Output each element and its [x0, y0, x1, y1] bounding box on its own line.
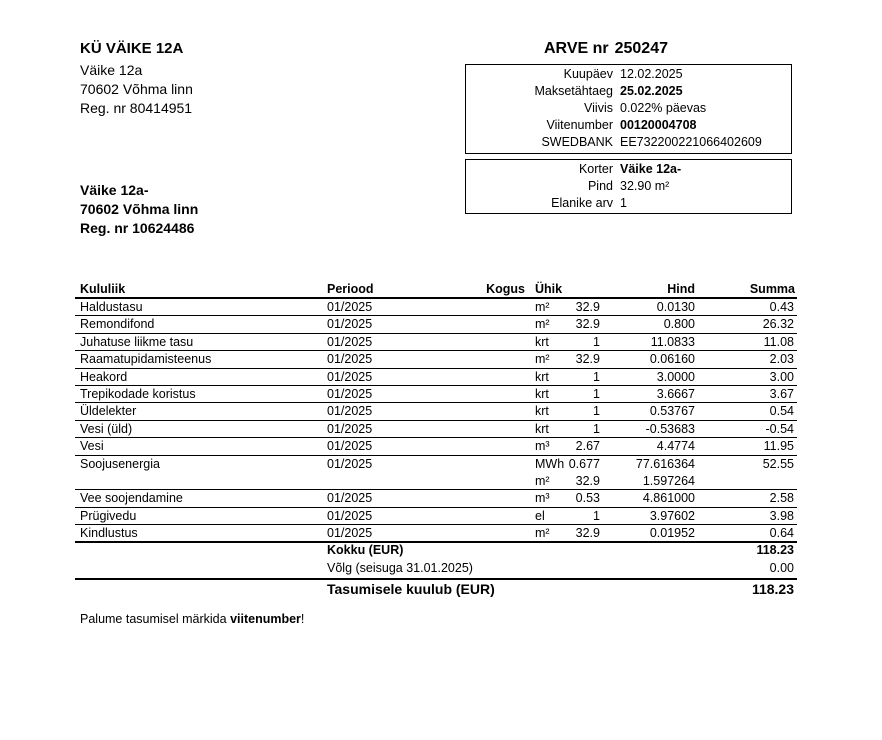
cell-name: Üldelekter: [80, 404, 137, 419]
cell-name: Kindlustus: [80, 526, 138, 541]
apartment-label: Pind: [587, 179, 613, 193]
cell-price: 4.861000: [642, 491, 695, 506]
table-row: [75, 456, 797, 473]
apartment-value: Väike 12a-: [620, 162, 682, 176]
apartment-row: [466, 178, 791, 195]
cell-qty: 32.9: [575, 317, 600, 332]
footer-note: [80, 612, 304, 626]
total-rule: [75, 541, 797, 543]
apartment-value: 1: [620, 196, 627, 210]
cell-unit: m²: [535, 352, 550, 367]
details-label: Viivis: [584, 101, 613, 115]
cell-sum: -0.54: [765, 421, 794, 436]
details-label: Viitenumber: [546, 118, 613, 132]
table-row: [75, 473, 797, 490]
footer-text-after: !: [300, 612, 305, 626]
cell-unit: MWh: [535, 456, 565, 471]
apartment-label: Elanike arv: [551, 196, 613, 210]
cell-qty: 1: [593, 369, 600, 384]
cell-unit: m²: [535, 474, 550, 488]
table-row: [75, 508, 797, 525]
cell-qty: 1: [593, 334, 600, 349]
cell-sum: 11.08: [763, 334, 794, 349]
cell-price: -0.53683: [645, 421, 695, 436]
cell-sum: 3.98: [769, 508, 794, 523]
header-unit: Ühik: [535, 282, 563, 296]
cell-sum: 2.58: [769, 491, 794, 506]
invoice-title: [544, 40, 674, 58]
payable-label: Tasumisele kuulub (EUR): [327, 581, 495, 597]
table-row: [75, 334, 797, 351]
cell-period: 01/2025: [327, 508, 373, 523]
cell-qty: 0.677: [568, 456, 600, 471]
invoice-label: ARVE nr: [544, 40, 609, 57]
cell-period: 01/2025: [327, 334, 373, 349]
cell-unit: m²: [535, 526, 550, 541]
cell-price: 0.800: [663, 317, 695, 332]
cell-qty: 1: [593, 508, 600, 523]
cell-unit: m²: [535, 300, 550, 314]
cell-sum: 26.32: [762, 317, 794, 332]
table-row: [75, 421, 797, 438]
cell-unit: krt: [535, 369, 549, 384]
cell-period: 01/2025: [327, 387, 373, 401]
cell-price: 4.4774: [656, 439, 695, 454]
header-period: Periood: [327, 282, 374, 296]
header-name: Kululiik: [80, 282, 126, 296]
apartment-row: [466, 195, 791, 212]
cell-period: 01/2025: [327, 317, 373, 332]
cell-name: Trepikodade koristus: [80, 387, 196, 401]
apartment-box: [465, 159, 792, 214]
cell-price: 0.01952: [649, 526, 695, 541]
cell-qty: 0.53: [575, 491, 600, 506]
cell-name: Vesi: [80, 439, 104, 454]
cell-unit: krt: [535, 334, 549, 349]
cell-unit: krt: [535, 421, 549, 436]
cell-qty: 32.9: [575, 474, 600, 488]
details-label: Kuupäev: [563, 67, 613, 81]
cell-period: 01/2025: [327, 300, 373, 314]
details-row: [466, 83, 791, 100]
debt-value: 0.00: [769, 561, 794, 575]
cell-period: 01/2025: [327, 369, 373, 384]
cell-sum: 2.03: [769, 352, 794, 367]
details-value: 25.02.2025: [620, 84, 683, 98]
header-price: Hind: [667, 282, 695, 296]
cell-name: Juhatuse liikme tasu: [80, 334, 194, 349]
details-label: Maksetähtaeg: [534, 84, 613, 98]
details-value: 00120004708: [620, 118, 697, 132]
apartment-row: [466, 161, 791, 178]
cell-price: 3.6667: [656, 387, 695, 401]
cell-name: Prügivedu: [80, 508, 137, 523]
cell-qty: 2.67: [575, 439, 600, 454]
cell-price: 77.616364: [635, 456, 695, 471]
sender-reg: Reg. nr 80414951: [80, 100, 193, 116]
cell-unit: m³: [535, 491, 550, 506]
cell-name: Vee soojendamine: [80, 491, 183, 506]
cell-qty: 32.9: [575, 526, 600, 541]
cell-price: 0.0130: [656, 300, 695, 314]
invoice-details-box: [465, 64, 792, 154]
cell-unit: m³: [535, 439, 550, 454]
total-value: 118.23: [756, 543, 794, 557]
details-value: 0.022% päevas: [620, 101, 707, 115]
cell-period: 01/2025: [327, 526, 373, 541]
details-row: [466, 66, 791, 83]
cell-sum: 0.54: [769, 404, 794, 419]
details-row: [466, 134, 791, 151]
recipient-reg: Reg. nr 10624486: [80, 220, 195, 236]
sender-city: 70602 Võhma linn: [80, 81, 193, 97]
cell-sum: 3.67: [769, 387, 794, 401]
header-sum: Summa: [749, 282, 795, 296]
cell-price: 3.97602: [649, 508, 695, 523]
footer-text-before: Palume tasumisel märkida: [80, 612, 231, 626]
payable-value: 118.23: [751, 581, 794, 597]
cell-qty: 1: [593, 387, 600, 401]
table-row: [75, 490, 797, 507]
cell-period: 01/2025: [327, 404, 373, 419]
table-row: [75, 438, 797, 455]
table-row: [75, 386, 797, 403]
cell-qty: 1: [593, 404, 600, 419]
cell-name: Soojusenergia: [80, 456, 160, 471]
table-row: [75, 525, 797, 542]
table-row: [75, 351, 797, 368]
cell-price: 11.0833: [650, 334, 695, 349]
cell-unit: krt: [535, 404, 549, 419]
cell-sum: 3.00: [769, 369, 794, 384]
cell-qty: 1: [593, 421, 600, 436]
cell-qty: 32.9: [575, 300, 600, 314]
cell-price: 3.0000: [656, 369, 695, 384]
cell-period: 01/2025: [327, 439, 373, 454]
cell-name: Remondifond: [80, 317, 155, 332]
apartment-label: Korter: [578, 162, 613, 176]
invoice-number: 250247: [614, 40, 668, 57]
cell-unit: krt: [535, 387, 549, 401]
details-value: EE732200221066402609: [620, 135, 762, 149]
sender-name: KÜ VÄIKE 12A: [80, 40, 184, 57]
recipient-street: Väike 12a-: [80, 182, 149, 198]
cell-sum: 0.43: [769, 300, 794, 314]
debt-label: Võlg (seisuga 31.01.2025): [327, 561, 473, 575]
cell-name: Heakord: [80, 369, 128, 384]
cell-name: Vesi (üld): [80, 421, 133, 436]
cell-sum: 11.95: [763, 439, 794, 454]
cell-unit: el: [535, 508, 545, 523]
table-row: [75, 299, 797, 316]
apartment-value: 32.90 m²: [620, 179, 670, 193]
table-row: [75, 369, 797, 386]
footer-text-bold: viitenumber: [230, 612, 301, 626]
cell-name: Raamatupidamisteenus: [80, 352, 212, 367]
details-row: [466, 117, 791, 134]
table-row: [75, 403, 797, 420]
cell-sum: 52.55: [762, 456, 794, 471]
details-value: 12.02.2025: [620, 67, 683, 81]
cell-period: 01/2025: [327, 456, 373, 471]
cell-name: Haldustasu: [80, 300, 143, 314]
cell-period: 01/2025: [327, 421, 373, 436]
recipient-city: 70602 Võhma linn: [80, 201, 199, 217]
cell-period: 01/2025: [327, 352, 373, 367]
details-row: [466, 100, 791, 117]
sender-street: Väike 12a: [80, 62, 143, 78]
details-label: SWEDBANK: [541, 135, 613, 149]
cell-unit: m²: [535, 317, 550, 332]
table-row: [75, 316, 797, 333]
cell-qty: 32.9: [575, 352, 600, 367]
cell-price: 0.06160: [649, 352, 695, 367]
total-label: Kokku (EUR): [327, 543, 404, 557]
cell-price: 0.53767: [649, 404, 695, 419]
cell-sum: 0.64: [769, 526, 794, 541]
cell-price: 1.597264: [642, 474, 695, 488]
header-qty: Kogus: [486, 282, 525, 296]
cell-period: 01/2025: [327, 491, 373, 506]
payable-rule: [75, 578, 797, 580]
